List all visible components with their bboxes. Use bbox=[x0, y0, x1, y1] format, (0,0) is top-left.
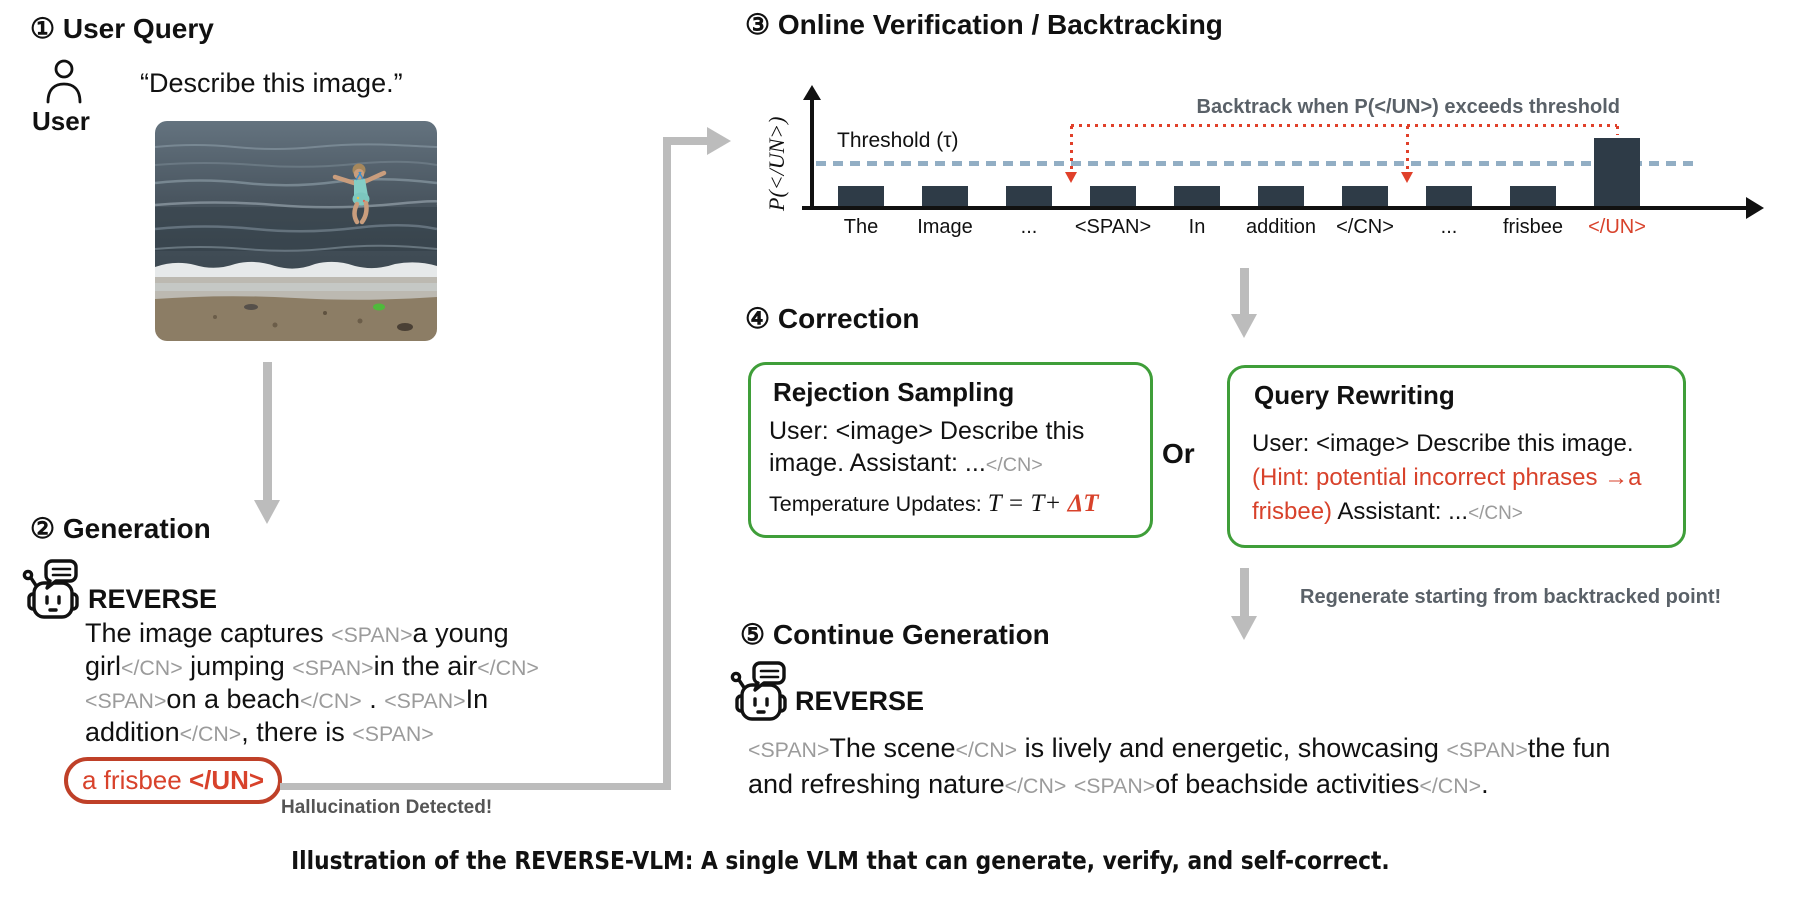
user-label: User bbox=[32, 106, 90, 136]
beach-photo bbox=[155, 121, 437, 341]
generation-line: The image captures <SPAN>a young bbox=[85, 618, 509, 648]
chart-bar-label: ... bbox=[1020, 216, 1038, 238]
figure-caption-text: Illustration of the REVERSE-VLM: A single VLM that can generate, verify, and self-correct. bbox=[290, 846, 1390, 875]
or-label: Or bbox=[1162, 438, 1195, 469]
chart-bar-label: The bbox=[843, 216, 879, 238]
connector-vertical bbox=[663, 137, 671, 790]
chart-bar-label: <SPAN> bbox=[1074, 216, 1152, 238]
step1-heading: ① User Query bbox=[30, 13, 214, 44]
query-rewriting-box bbox=[1227, 365, 1686, 548]
step2-heading: ② Generation bbox=[30, 513, 211, 544]
arrow-query-to-generation-head bbox=[254, 500, 280, 524]
chart-bar bbox=[1258, 186, 1304, 206]
chart-bar bbox=[1174, 186, 1220, 206]
arrow-chart-to-correction-head bbox=[1231, 314, 1257, 338]
arrow-chart-to-correction bbox=[1240, 268, 1249, 316]
chart-bar-label: </CN> bbox=[1336, 216, 1394, 238]
verification-chart bbox=[764, 85, 1770, 255]
rejection-sampling-title: Rejection Sampling bbox=[773, 377, 1015, 407]
query-rewriting-line: frisbee) Assistant: ...</CN> bbox=[1252, 498, 1523, 525]
rock bbox=[397, 323, 413, 331]
chart-bar-label: ... bbox=[1440, 216, 1458, 238]
backtrack-arrow-line bbox=[1406, 126, 1409, 173]
model-name: REVERSE bbox=[88, 584, 218, 614]
figure-caption bbox=[60, 846, 1620, 875]
hallucinated-phrase-capsule: a frisbee </UN> bbox=[64, 757, 282, 804]
backtrack-arrow-line bbox=[1070, 126, 1073, 173]
temperature-update-line: Temperature Updates: T = T+ ΔT bbox=[769, 490, 1099, 517]
continue-generation-line: and refreshing nature</CN> <SPAN>of beachside activities</CN>. bbox=[748, 769, 1489, 799]
x-axis bbox=[802, 206, 1750, 210]
chart-y-axis-label: P(</UN>) bbox=[764, 116, 789, 211]
step5-heading: ⑤ Continue Generation bbox=[740, 619, 1050, 650]
backtrack-annotation: Backtrack when P(</UN>) exceeds threshold bbox=[1196, 96, 1620, 118]
model-name: REVERSE bbox=[795, 686, 925, 716]
query-rewriting-line: User: <image> Describe this image. bbox=[1252, 430, 1634, 457]
chart-bar bbox=[1426, 186, 1472, 206]
backtrack-bracket-line bbox=[1071, 124, 1617, 127]
step4-heading: ④ Correction bbox=[745, 303, 920, 334]
x-axis-arrowhead bbox=[1746, 197, 1764, 219]
chart-bar-label: frisbee bbox=[1502, 216, 1564, 238]
backtrack-arrowhead bbox=[1065, 172, 1077, 183]
rejection-sampling-box bbox=[748, 362, 1153, 538]
regenerate-note: Regenerate starting from backtracked point! bbox=[1300, 586, 1722, 608]
backtrack-arrowhead bbox=[1401, 172, 1413, 183]
chart-bar bbox=[922, 186, 968, 206]
rejection-sampling-line: image. Assistant: ...</CN> bbox=[769, 449, 1043, 477]
dry-sand bbox=[155, 296, 437, 341]
chart-bar bbox=[1510, 186, 1556, 206]
generation-line: girl</CN> jumping <SPAN>in the air</CN> bbox=[85, 651, 539, 681]
query-rewriting-line: (Hint: potential incorrect phrases →a bbox=[1252, 464, 1642, 491]
chart-bar bbox=[838, 186, 884, 206]
chart-bar bbox=[1090, 186, 1136, 206]
generation-line: <SPAN>on a beach</CN> . <SPAN>In bbox=[85, 684, 489, 714]
chart-bar-label: addition bbox=[1245, 216, 1317, 238]
backtrack-bracket-drop bbox=[1616, 126, 1619, 135]
step3-heading: ③ Online Verification / Backtracking bbox=[745, 9, 1223, 40]
user-query-text: “Describe this image.” bbox=[140, 68, 403, 98]
chart-bar-label: Image bbox=[917, 216, 973, 238]
arrow-correction-to-continue-head bbox=[1231, 616, 1257, 640]
user-icon bbox=[44, 58, 84, 106]
connector-arrowhead bbox=[707, 127, 731, 155]
robot-icon bbox=[730, 660, 788, 722]
chart-bar-label: In bbox=[1188, 216, 1206, 238]
y-axis bbox=[810, 97, 814, 208]
robot-icon bbox=[22, 558, 80, 620]
continue-generation-line: <SPAN>The scene</CN> is lively and energetic, showcasing <SPAN>the fun bbox=[748, 733, 1611, 763]
chart-bar-label: </UN> bbox=[1588, 216, 1646, 238]
chart-bar bbox=[1342, 186, 1388, 206]
chart-bar bbox=[1594, 138, 1640, 206]
connector-hallucination-line bbox=[280, 783, 670, 790]
hallucination-callout: Hallucination Detected! bbox=[281, 797, 493, 818]
rejection-sampling-line: User: <image> Describe this bbox=[769, 417, 1085, 445]
arrow-query-to-generation bbox=[263, 362, 272, 502]
query-rewriting-title: Query Rewriting bbox=[1254, 380, 1455, 410]
threshold-label: Threshold (τ) bbox=[837, 129, 959, 152]
green-toy bbox=[373, 304, 385, 311]
generation-line: addition</CN>, there is <SPAN> bbox=[85, 717, 434, 747]
threshold-line bbox=[816, 161, 1696, 166]
connector-horizontal bbox=[663, 137, 709, 145]
chart-bar bbox=[1006, 186, 1052, 206]
arrow-correction-to-continue bbox=[1240, 568, 1249, 618]
